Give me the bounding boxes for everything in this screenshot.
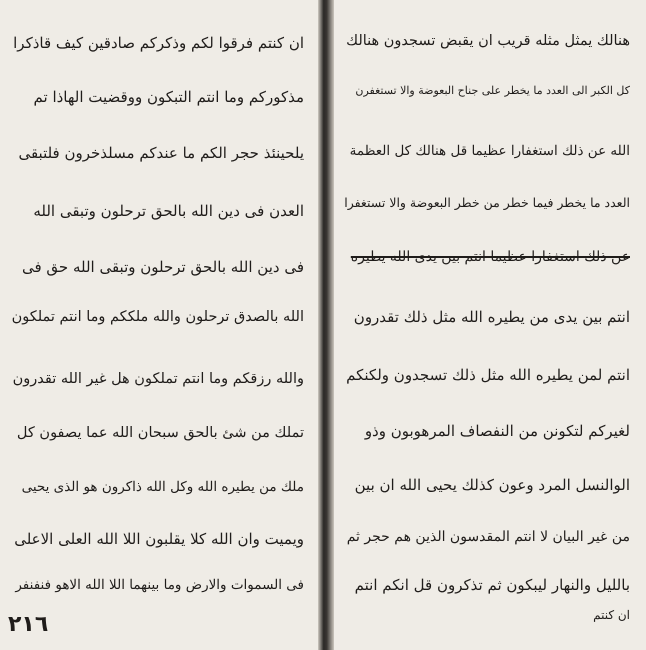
manuscript-line: فى دين الله بالحق ترحلون وتبقى الله حق فى — [21, 258, 304, 276]
manuscript-line: ان كنتم فرقوا لكم وذكركم صادقين كيف قاذكرا — [13, 34, 304, 52]
manuscript-line: هنالك يمثل مثله قريب ان يقبض تسجدون هنالك — [346, 33, 630, 49]
manuscript-line: فى السموات والارض وما بينهما اللا الله الاهو فنفنفر — [15, 577, 304, 593]
manuscript-line: ويميت وان الله كلا يقلبون اللا الله العلى الاعلى — [14, 530, 304, 548]
manuscript-line: الله بالصدق ترحلون والله ملككم وما انتم تملكون — [11, 309, 304, 325]
manuscript-line: العدن فى دين الله بالحق ترحلون وتبقى الله — [33, 202, 304, 220]
manuscript-line: انتم لمن يطيره الله مثل ذلك تسجدون ولكنكم — [346, 366, 630, 384]
manuscript-line: تملك من شئ بالحق سبحان الله عما يصفون كل — [16, 425, 304, 441]
manuscript-line: لغيركم لتكونن من النفصاف المرهوبون وذو — [364, 422, 630, 440]
manuscript-line: مذكوركم وما انتم التبكون ووقضيت الهاذا تم — [33, 88, 304, 106]
manuscript-line-struck: عن ذلك استغفارا عظيما انتم بين يدى الله يطيره — [350, 249, 630, 265]
manuscript-line: بالليل والنهار ليبكون ثم تذكرون قل انكم انتم — [354, 576, 630, 594]
manuscript-line: ملك من يطيره الله وكل الله ذاكرون هو الذى يحيى — [21, 479, 304, 495]
manuscript-line: الله عن ذلك استغفارا عظيما قل هنالك كل العظمة — [349, 143, 630, 159]
manuscript-line: كل الكبر الى العدد ما يخطر على جناح البعوضة والا تستغفرن — [355, 84, 630, 97]
right-page-text — [334, 0, 646, 650]
left-page — [0, 0, 318, 650]
left-page-text — [0, 0, 318, 650]
manuscript-line: من غير البيان لا انتم المقدسون الذين هم حجر ثم — [346, 529, 630, 545]
manuscript-line: انتم بين يدى من يطيره الله مثل ذلك تقدرون — [353, 308, 630, 326]
book-gutter — [318, 0, 334, 650]
right-page — [334, 0, 646, 650]
manuscript-catchword: ان كنتم — [593, 608, 630, 622]
manuscript-line: الوالنسل المرد وعون كذلك يحيى الله ان بين — [354, 476, 630, 494]
page-number: ٢١٦ — [8, 612, 49, 637]
manuscript-line: العدد ما يخطر فيما خطر من خطر البعوضة والا تستغفرا — [344, 195, 630, 210]
manuscript-line: يلحينئذ حجر الكم ما عندكم مسلذخرون فلتبقى — [18, 144, 304, 162]
manuscript-line: والله رزقكم وما انتم تملكون هل غير الله تقدرون — [12, 371, 304, 387]
